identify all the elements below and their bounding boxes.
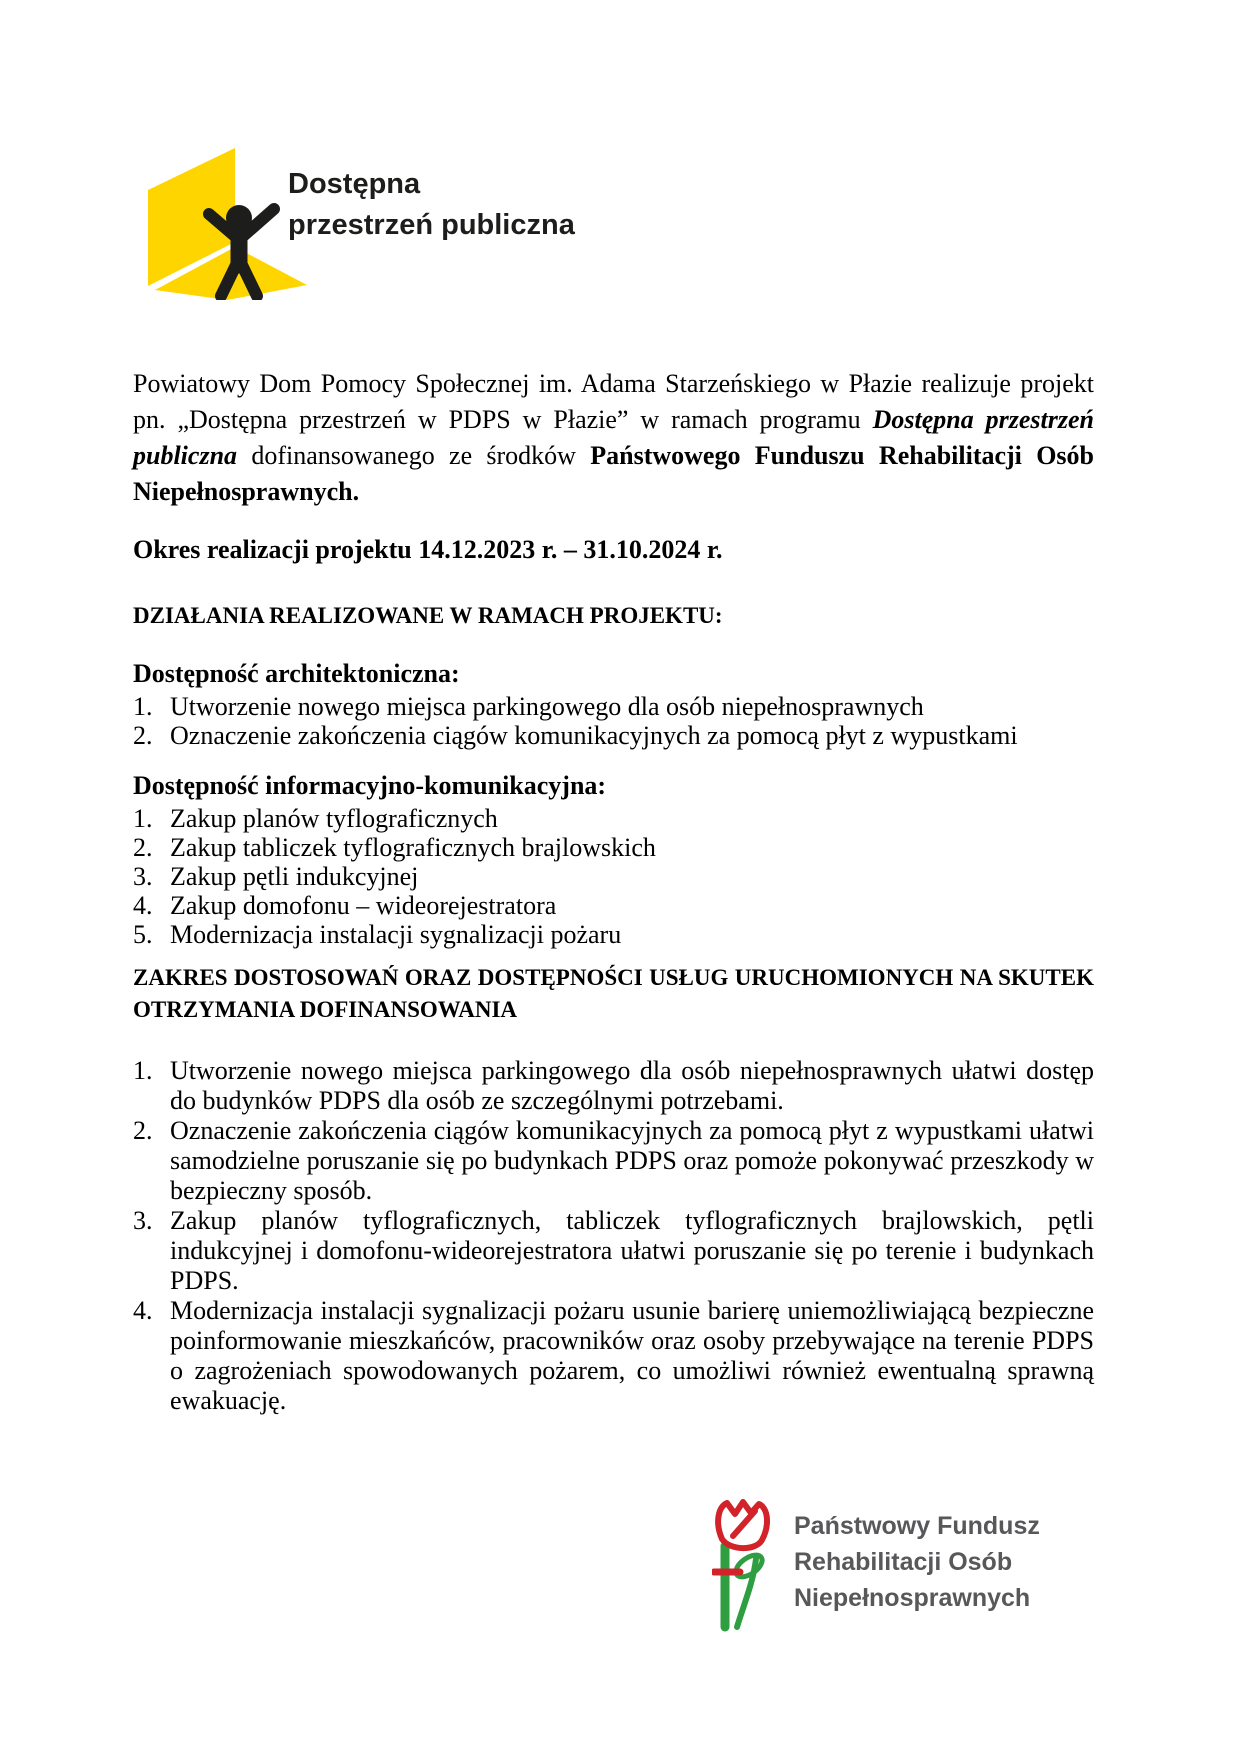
list-item: Zakup tabliczek tyflograficznych brajlowskich [170,833,656,862]
dpp-logo [133,138,1094,300]
intro-text: Powiatowy Dom Pomocy Społecznej im. Adama Starzeńskiego w Płazie realizuje projekt pn. „Dostępna przestrzeń w PDPS w Płazie” w ramach programu [133,369,1094,434]
pfron-logo-line3: Niepełnosprawnych [794,1584,1031,1612]
intro-program-name: Dostępna przestrzeń publiczna [133,405,1094,470]
actions-heading: DZIAŁANIA REALIZOWANE W RAMACH PROJEKTU: [133,603,723,628]
list-item: Zakup planów tyflograficznych [170,804,498,833]
accessibility-figure-icon [135,138,310,300]
intro-text-2: dofinansowanego ze środków [237,441,591,470]
architectural-list [133,692,1094,750]
pfron-logo [712,1496,1094,1636]
list-item: Zakup pętli indukcyjnej [170,862,419,891]
tulip-icon [712,1499,774,1634]
list-item: Modernizacja instalacji sygnalizacji pożaru [170,920,622,949]
pfron-logo-wordmark [794,1508,1040,1616]
scope-list [133,1056,1094,1416]
list-item: Zakup domofonu – wideorejestratora [170,891,557,920]
architectural-heading: Dostępność architektoniczna: [133,659,460,688]
dpp-logo-line2: przestrzeń publiczna [288,209,575,241]
informational-list [133,804,1094,949]
scope-heading: ZAKRES DOSTOSOWAŃ ORAZ DOSTĘPNOŚCI USŁUG URUCHOMIONYCH NA SKUTEK OTRZYMANIA DOFINANSOWANIA [133,965,1094,1022]
list-item: Zakup planów tyflograficznych, tabliczek tyflograficznych brajlowskich, pętli indukcyjnej i domofonu-wideorejestratora ułatwi poruszanie się po terenie i budynkach PDPS. [170,1206,1094,1295]
pfron-logo-line2: Rehabilitacji Osób [794,1548,1013,1576]
dpp-logo-line1: Dostępna [288,168,421,200]
list-item: Oznaczenie zakończenia ciągów komunikacyjnych za pomocą płyt z wypustkami [170,721,1018,750]
informational-heading: Dostępność informacyjno-komunikacyjna: [133,771,607,800]
pfron-logo-line1: Państwowy Fundusz [794,1512,1040,1540]
project-period: Okres realizacji projektu 14.12.2023 r. – 31.10.2024 r. [133,535,723,564]
list-item: Oznaczenie zakończenia ciągów komunikacyjnych za pomocą płyt z wypustkami ułatwi samodzielne poruszanie się po budynkach PDPS oraz pomoże pokonywać przeszkody w bezpieczny sposób. [170,1116,1094,1205]
list-item: Utworzenie nowego miejsca parkingowego dla osób niepełnosprawnych ułatwi dostęp do budynków PDPS dla osób ze szczególnymi potrzebami. [170,1056,1094,1115]
dpp-logo-wordmark [288,164,575,246]
intro-paragraph [133,366,1094,510]
document-content [133,138,1094,1636]
list-item: Utworzenie nowego miejsca parkingowego dla osób niepełnosprawnych [170,692,924,721]
intro-fund-name: Państwowego Funduszu Rehabilitacji Osób Niepełnosprawnych. [133,441,1095,506]
list-item: Modernizacja instalacji sygnalizacji pożaru usunie barierę uniemożliwiającą bezpieczne poinformowanie mieszkańców, pracowników oraz osoby przebywające na terenie PDPS o zagrożeniach spowodowanych pożarem, co umożliwi również ewentualną sprawną ewakuację. [170,1296,1094,1415]
